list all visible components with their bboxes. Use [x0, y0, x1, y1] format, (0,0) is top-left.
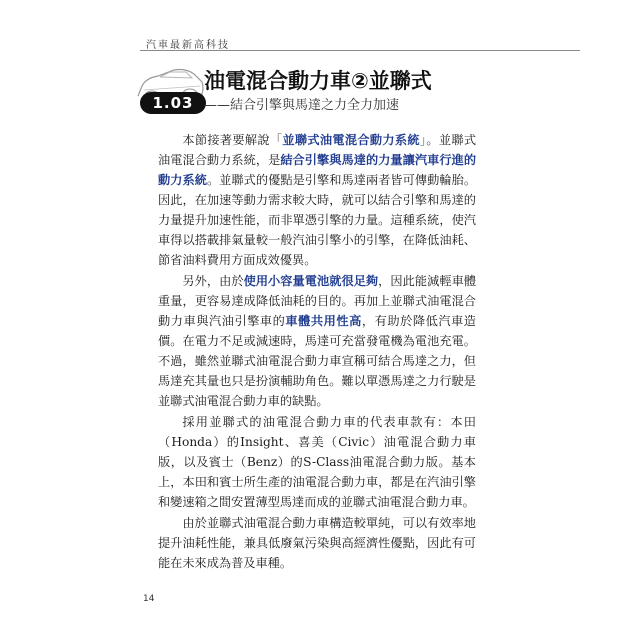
section-subtitle: ——結合引擎與馬達之力全力加速: [204, 98, 400, 113]
paragraph-3: 採用並聯式的油電混合動力車的代表車款有：本田（Honda）的Insight、喜美（Civic）油電混合動力車版，以及賓士（Benz）的S-Class油電混合動力版。基本上，本田和賓士所生產的油電混合動力車，都是在汽油引擎和變速箱之間安置薄型馬達而成的並聯式油電混合動力車。: [158, 415, 476, 509]
highlight-term: 並聯式油電混合動力系統: [282, 133, 420, 147]
running-header: 汽車最新高科技: [146, 40, 230, 51]
header-rule: [140, 50, 580, 51]
section-number-badge: 1.03: [140, 92, 206, 114]
text-run: 本節接著要解說「: [182, 133, 283, 147]
highlight-term: 使用小容量電池就很足夠: [243, 274, 379, 288]
text-run: 另外，由於: [182, 274, 244, 288]
text-run: ，因此能減輕車體重量，更容易達成降低油耗的目的。再加上並聯式油電混合動力車與汽油引擎車的: [158, 274, 477, 328]
paragraph-1: [158, 130, 476, 270]
text-run: ，有助於降低汽車造價。在電力不足或減速時，馬達可充當發電機為電池充電。不過，雖然並聯式油電混合動力車宣稱可結合馬達之力，但馬達充其量也只是扮演輔助角色。難以單憑馬達之力行駛是並聯式油電混合動力車的缺點。: [158, 314, 476, 408]
highlight-term: 結合引擎與馬達的力量讓汽車行進的動力系統: [158, 153, 477, 187]
text-run: 」。並聯式油電混合動力系統，是: [158, 133, 477, 167]
paragraph-4: 由於並聯式油電混合動力車構造較單純，可以有效率地提升油耗性能，兼具低廢氣污染與高經濟性優點，因此有可能在未來成為普及車種。: [158, 516, 476, 570]
text-run: 。並聯式的優點是引擎和馬達兩者皆可傳動輪胎。因此，在加速等動力需求較大時，就可以結合引擎和馬達的力量提升加速性能，而非單憑引擎的力量。這種系統，使汽車得以搭載排氣量較一般汽油引擎小的引擎，在降低油耗、節省油料費用方面成效優異。: [158, 173, 477, 267]
highlight-term: 車體共用性高: [285, 314, 362, 328]
body-text: [158, 130, 476, 574]
section-title: 油電混合動力車②並聯式: [204, 69, 432, 93]
paragraph-2: [158, 271, 476, 411]
page-number: 14: [143, 594, 155, 604]
